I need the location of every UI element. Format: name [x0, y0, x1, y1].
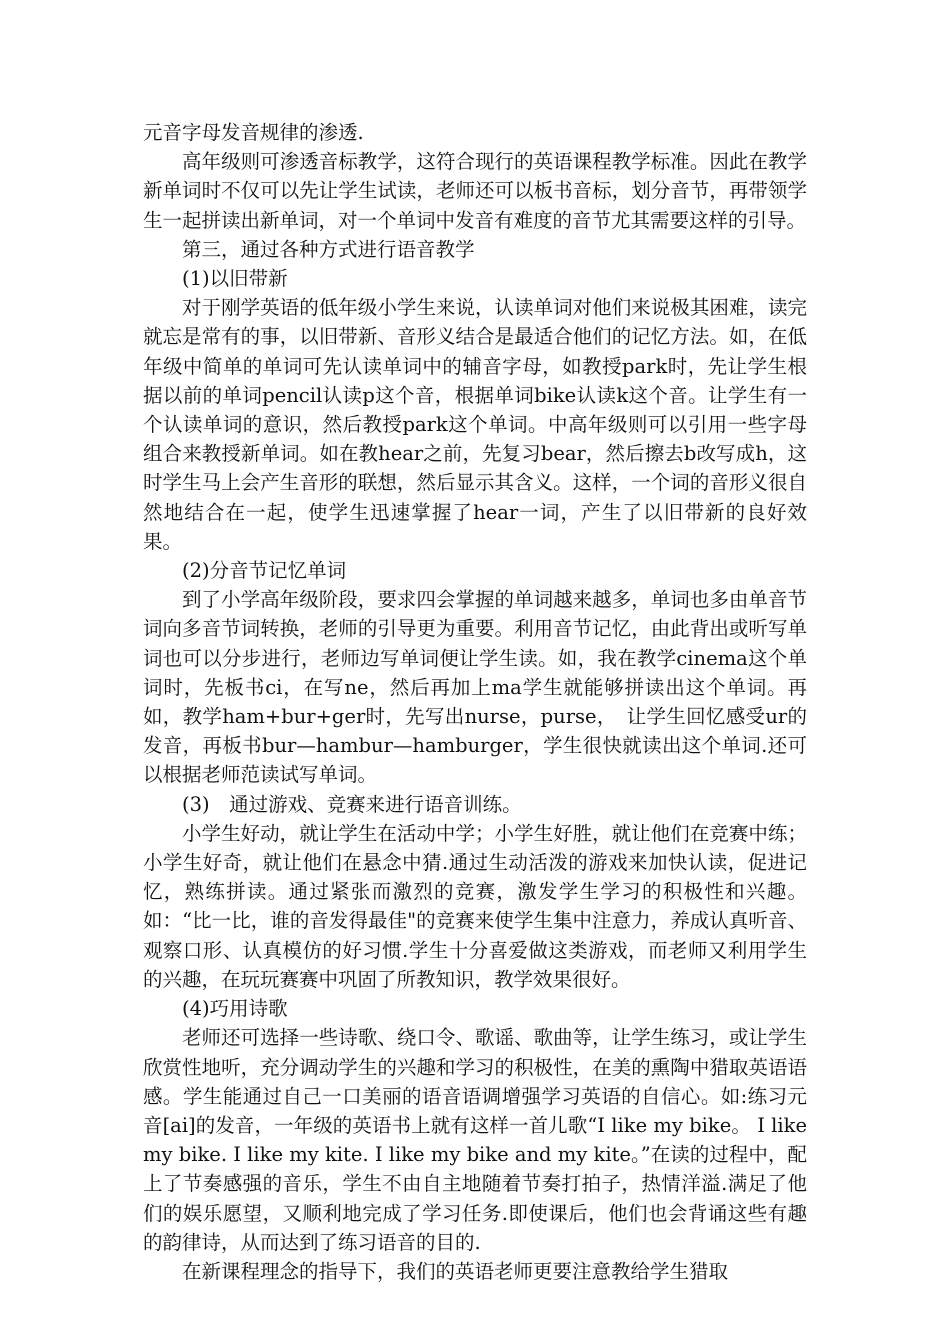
- paragraph-games: 小学生好动，就让学生在活动中学；小学生好胜，就让他们在竞赛中练；小学生好奇，就让他们在悬念中猜.通过生动活泼的游戏来加快认读，促进记忆，熟练拼读。通过紧张而激烈的竞赛，激发学生学习的积极性和兴趣。如：“比一比，谁的音发得最佳"的竞赛来使学生集中注意力，养成认真听音、观察口形、认真模仿的好习惯.学生十分喜爱做这类游戏，而老师又利用学生的兴趣，在玩玩赛赛中巩固了所教知识，教学效果很好。: [143, 821, 807, 991]
- body-text: [143, 118, 807, 1286]
- paragraph-closing: 在新课程理念的指导下，我们的英语老师更要注意教给学生猎取: [182, 1259, 729, 1283]
- paragraph-old-with-new: 对于刚学英语的低年级小学生来说，认读单词对他们来说极其困难，读完就忘是常有的事，以旧带新、音形义结合是最适合他们的记忆方法。如，在低年级中简单的单词可先认读单词中的辅音字母，如教授park时，先让学生根据以前的单词pencil认读p这个音，根据单词bike认读k这个音。让学生有一个认读单词的意识，然后教授park这个单词。中高年级则可以引用一些字母组合来教授新单词。如在教hear之前，先复习bear，然后擦去b改写成h，这时学生马上会产生音形的联想，然后显示其含义。这样，一个词的音形义很自然地结合在一起，使学生迅速掌握了hear一词，产生了以旧带新的良好效果。: [143, 296, 807, 553]
- paragraph-vowel-rules: 元音字母发音规律的渗透.: [143, 121, 364, 144]
- subheading-1: (1)以旧带新: [182, 267, 288, 291]
- paragraph-phonetic-teaching: 高年级则可渗透音标教学，这符合现行的英语课程教学标准。因此在教学新单词时不仅可以先让学生试读，老师还可以板书音标，划分音节，再带领学生一起拼读出新单词，对一个单词中发音有难度的音节尤其需要这样的引导。: [143, 150, 807, 232]
- paragraph-syllables: 到了小学高年级阶段，要求四会掌握的单词越来越多，单词也多由单音节词向多音节词转换，老师的引导更为重要。利用音节记忆，由此背出或听写单词也可以分步进行，老师边写单词便让学生读。如，我在教学cinema这个单词时，先板书ci，在写ne，然后再加上ma学生就能够拼读出这个单词。再如，教学ham+bur+ger时，先写出nurse，purse， 让学生回忆感受ur的发音，再板书bur—hambur—hamburger，学生很快就读出这个单词.还可以根据老师范读试写单词。: [143, 588, 807, 787]
- subheading-2: (2)分音节记忆单词: [182, 559, 347, 583]
- subheading-4: (4)巧用诗歌: [182, 997, 288, 1021]
- section-heading-third: 第三，通过各种方式进行语音教学: [182, 237, 475, 261]
- paragraph-poems: 老师还可选择一些诗歌、绕口令、歌谣、歌曲等，让学生练习，或让学生欣赏性地听，充分调动学生的兴趣和学习的积极性，在美的熏陶中猎取英语语感。学生能通过自己一口美丽的语音语调增强学习英语的自信心。如:练习元音[ai]的发音，一年级的英语书上就有这样一首儿歌“I like my bike。 I like my bike. I like my kite. I like my bike and my kite。”在读的过程中，配上了节奏感强的音乐，学生不由自主地随着节奏打拍子，热情洋溢.满足了他们的娱乐愿望，又顺利地完成了学习任务.即使课后，他们也会背诵这些有趣的韵律诗，从而达到了练习语音的目的.: [143, 1026, 807, 1254]
- subheading-3: (3) 通过游戏、竞赛来进行语音训练。: [182, 792, 522, 816]
